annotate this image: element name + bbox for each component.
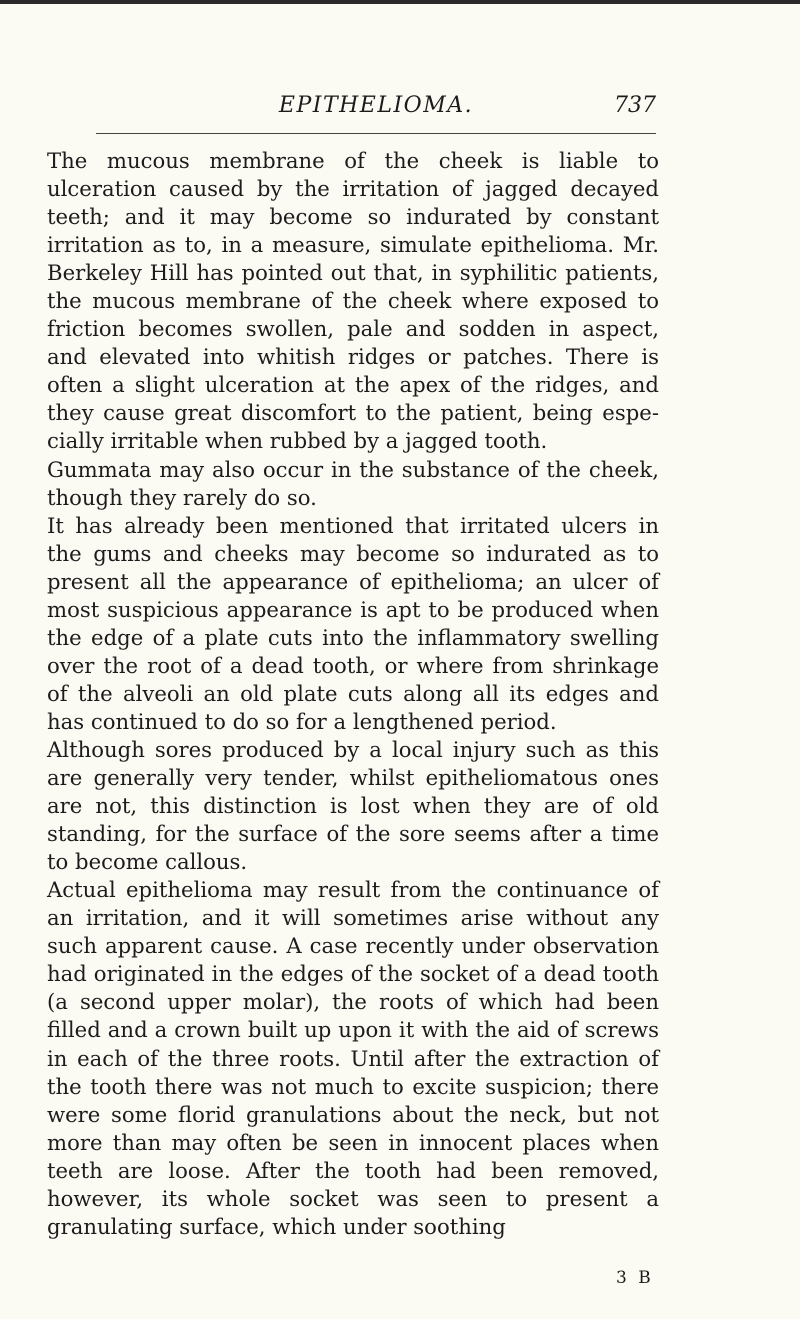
signature-mark: 3 B xyxy=(616,1268,654,1288)
page-header xyxy=(96,90,656,122)
paragraph: Although sores produced by a local injury such as this are generally very tender, whilst epitheliomatous ones are not, this distinction is lost when they are of old standing, for the surface of the sore seems after a time to become callous. xyxy=(47,736,659,875)
header-rule xyxy=(96,133,656,134)
body-text xyxy=(47,147,659,1241)
paragraph: The mucous membrane of the cheek is liable to ulceration caused by the irritation of jagged decayed teeth; and it may become so indurated by constant irritation as to, in a measure, simulate epithelioma. Mr. Berkeley Hill has pointed out that, in syphilitic patients, the mucous membrane of the cheek where exposed to friction becomes swollen, pale and sodden in aspect, and elevated into whitish ridges or patches. There is often a slight ulceration at the apex of the ridges, and they cause great discomfort to the patient, being especially irritable when rubbed by a jagged tooth. xyxy=(47,148,659,454)
paragraph: Actual epithelioma may result from the continuance of an irritation, and it will sometimes arise without any such apparent cause. A case recently under observation had originated in the edges of the socket of a dead tooth (a second upper molar), the roots of which had been filled and a crown built up upon it with the aid of screws in each of the three roots. Until after the extraction of the tooth there was not much to excite suspicion; there were some florid granulations about the neck, but not more than may often be seen in innocent places when teeth are loose. After the tooth had been removed, however, its whole socket was seen to present a granulating surface, which under soothing xyxy=(47,877,659,1239)
page-top-edge xyxy=(0,0,800,4)
paragraph: It has already been mentioned that irritated ulcers in the gums and cheeks may become so indurated as to present all the appearance of epithelioma; an ulcer of most suspicious appearance is apt to be produced when the edge of a plate cuts into the inflammatory swelling over the root of a dead tooth, or where from shrinkage of the alveoli an old plate cuts along all its edges and has continued to do so for a lengthened period. xyxy=(47,512,659,734)
paragraph: Gummata may also occur in the substance of the cheek, though they rarely do so. xyxy=(47,456,659,510)
running-title: EPITHELIOMA. xyxy=(278,93,474,118)
page-number: 737 xyxy=(614,93,656,118)
